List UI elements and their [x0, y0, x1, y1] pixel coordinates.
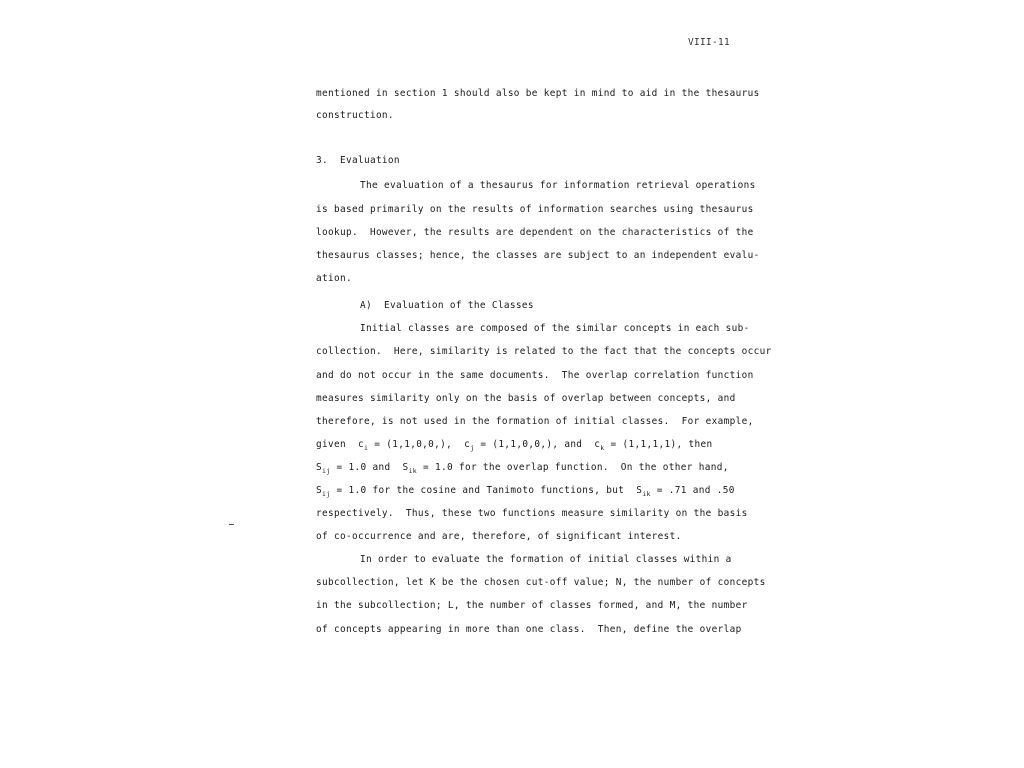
paragraph-line: subcollection, let K be the chosen cut-off value; N, the number of concepts [316, 577, 766, 588]
formula-text: = .71 and .50 [650, 485, 735, 496]
formula-text: = (1,1,1,1), then [604, 439, 713, 450]
formula-line [316, 485, 735, 500]
formula-text: = (1,1,0,0,), and c [474, 439, 601, 450]
paragraph-line: is based primarily on the results of information searches using thesaurus [316, 204, 754, 215]
subscript: j [470, 444, 475, 452]
paragraph-line: ation. [316, 273, 352, 284]
subscript: ij [322, 490, 331, 498]
paragraph-line: and do not occur in the same documents. The overlap correlation function [316, 370, 754, 381]
paragraph-line: construction. [316, 110, 394, 121]
subscript: i [363, 444, 369, 452]
paragraph-line: respectively. Thus, these two functions measure similarity on the basis [316, 508, 748, 519]
formula-text: = 1.0 and S [330, 462, 409, 473]
subscript: ik [408, 467, 417, 475]
paragraph-line: of co-occurrence and are, therefore, of significant interest. [316, 531, 682, 542]
paragraph-line: therefore, is not used in the formation of initial classes. For example, [316, 416, 754, 427]
formula-text: = 1.0 for the overlap function. On the other hand, [417, 462, 729, 473]
paragraph-line: thesaurus classes; hence, the classes are subject to an independent evalu- [316, 250, 760, 261]
formula-text: = 1.0 for the cosine and Tanimoto functions, but S [330, 485, 643, 496]
formula-text: = (1,1,0,0,), c [368, 439, 471, 450]
paragraph-line: lookup. However, the results are dependent on the characteristics of the [316, 227, 754, 238]
paragraph-line: Initial classes are composed of the similar concepts in each sub- [360, 323, 750, 334]
margin-mark [229, 524, 234, 525]
formula-line [316, 439, 712, 454]
subscript: k [600, 444, 605, 452]
section-heading: 3. Evaluation [316, 155, 400, 166]
formula-text: S [316, 485, 322, 496]
formula-text: given c [316, 439, 364, 450]
paragraph-line: of concepts appearing in more than one class. Then, define the overlap [316, 624, 742, 635]
paragraph-line: In order to evaluate the formation of initial classes within a [360, 554, 732, 565]
page-number: VIII-11 [688, 37, 730, 48]
subscript: ij [322, 467, 331, 475]
paragraph-line: collection. Here, similarity is related to the fact that the concepts occur [316, 346, 772, 357]
formula-text: S [316, 462, 322, 473]
paragraph-line: measures similarity only on the basis of overlap between concepts, and [316, 393, 736, 404]
subsection-heading: A) Evaluation of the Classes [360, 300, 534, 311]
formula-line [316, 462, 729, 477]
paragraph-line: mentioned in section 1 should also be kept in mind to aid in the thesaurus [316, 88, 760, 99]
subscript: ik [642, 490, 651, 498]
paragraph-line: The evaluation of a thesaurus for information retrieval operations [360, 180, 756, 191]
paragraph-line: in the subcollection; L, the number of classes formed, and M, the number [316, 600, 748, 611]
